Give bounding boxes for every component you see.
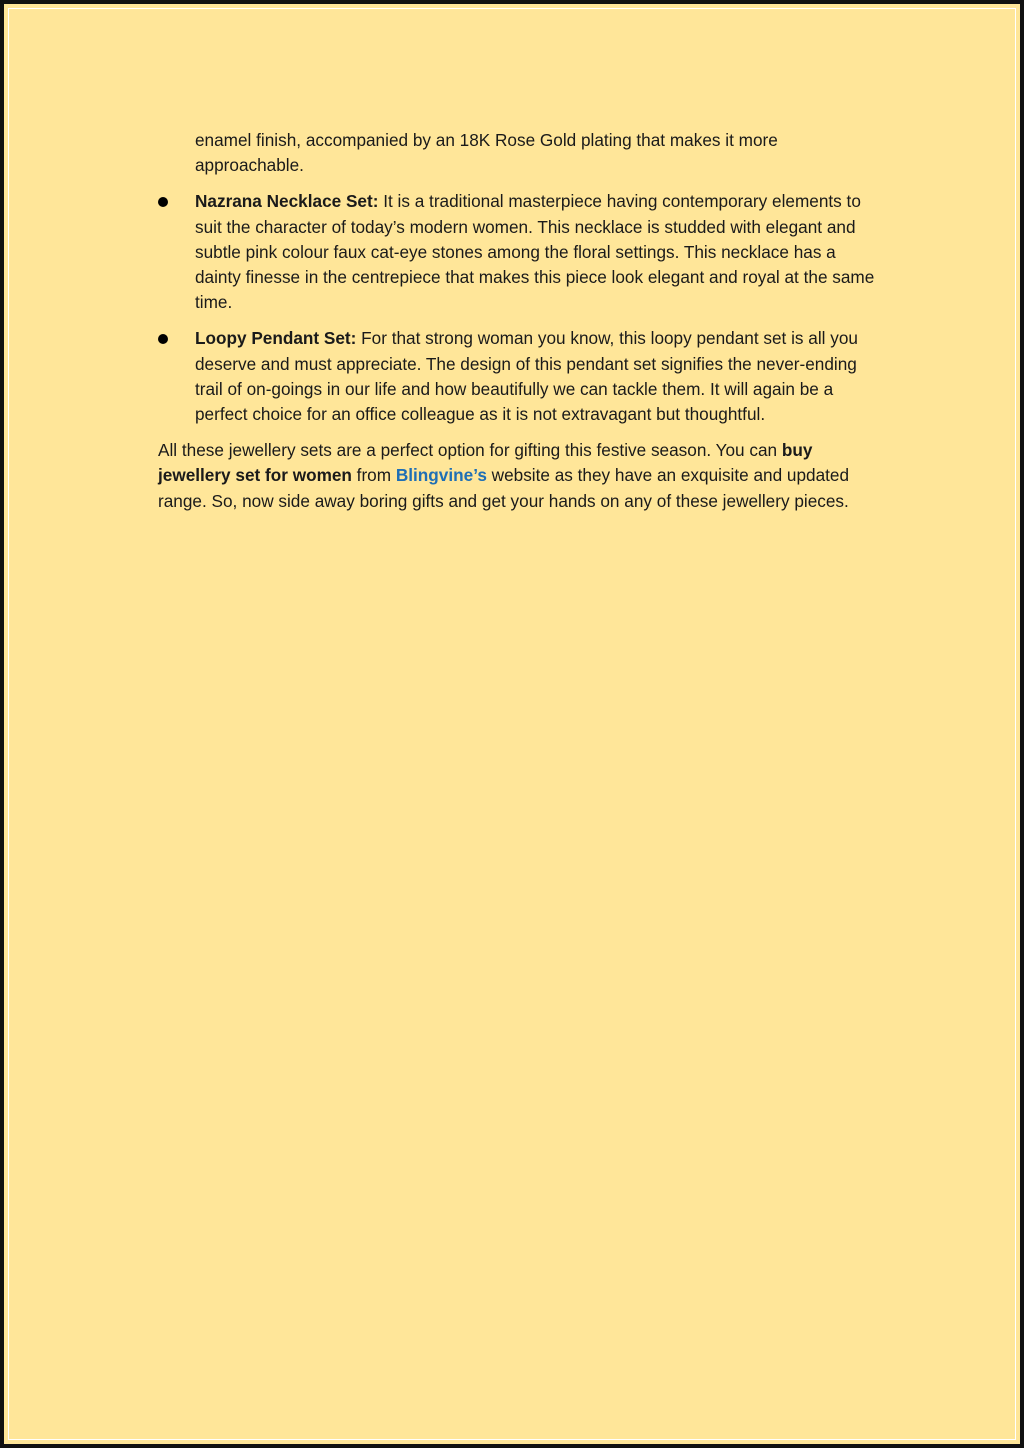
bullet-icon	[158, 197, 168, 207]
list-item-continuation	[158, 128, 878, 178]
closing-paragraph	[158, 438, 878, 514]
item-text: For that strong woman you know, this loopy pendant set is all you deserve and must appreciate. The design of this pendant set signifies the never-ending trail of on-goings in our life and how beautifully we can tackle them. It will again be a perfect choice for an office colleague as it is not extravagant but thoughtful.	[195, 328, 858, 425]
list-item-loopy	[158, 326, 878, 427]
closing-text-part1: All these jewellery sets are a perfect option for gifting this festive season. You can	[158, 440, 782, 461]
blingvine-link[interactable]: Blingvine’s	[395, 465, 487, 486]
list-item-nazrana	[158, 189, 878, 315]
continuation-text: enamel finish, accompanied by an 18K Rose Gold plating that makes it more approachable.	[195, 130, 778, 176]
item-text: It is a traditional masterpiece having contemporary elements to suit the character of today’s modern women. This necklace is studded with elegant and subtle pink colour faux cat-eye stones among the floral settings. This necklace has a dainty finesse in the centrepiece that makes this piece look elegant and royal at the same time.	[195, 191, 875, 313]
bullet-icon	[158, 334, 168, 344]
item-title: Nazrana Necklace Set:	[195, 191, 379, 212]
keyword-phrase: buy jewellery set for women	[158, 440, 813, 486]
item-title: Loopy Pendant Set:	[195, 328, 357, 349]
closing-text-part3: website as they have an exquisite and updated range. So, now side away boring gifts and get your hands on any of these jewellery pieces.	[158, 465, 850, 511]
document-body	[158, 128, 878, 514]
closing-text-part2: from	[351, 465, 396, 486]
